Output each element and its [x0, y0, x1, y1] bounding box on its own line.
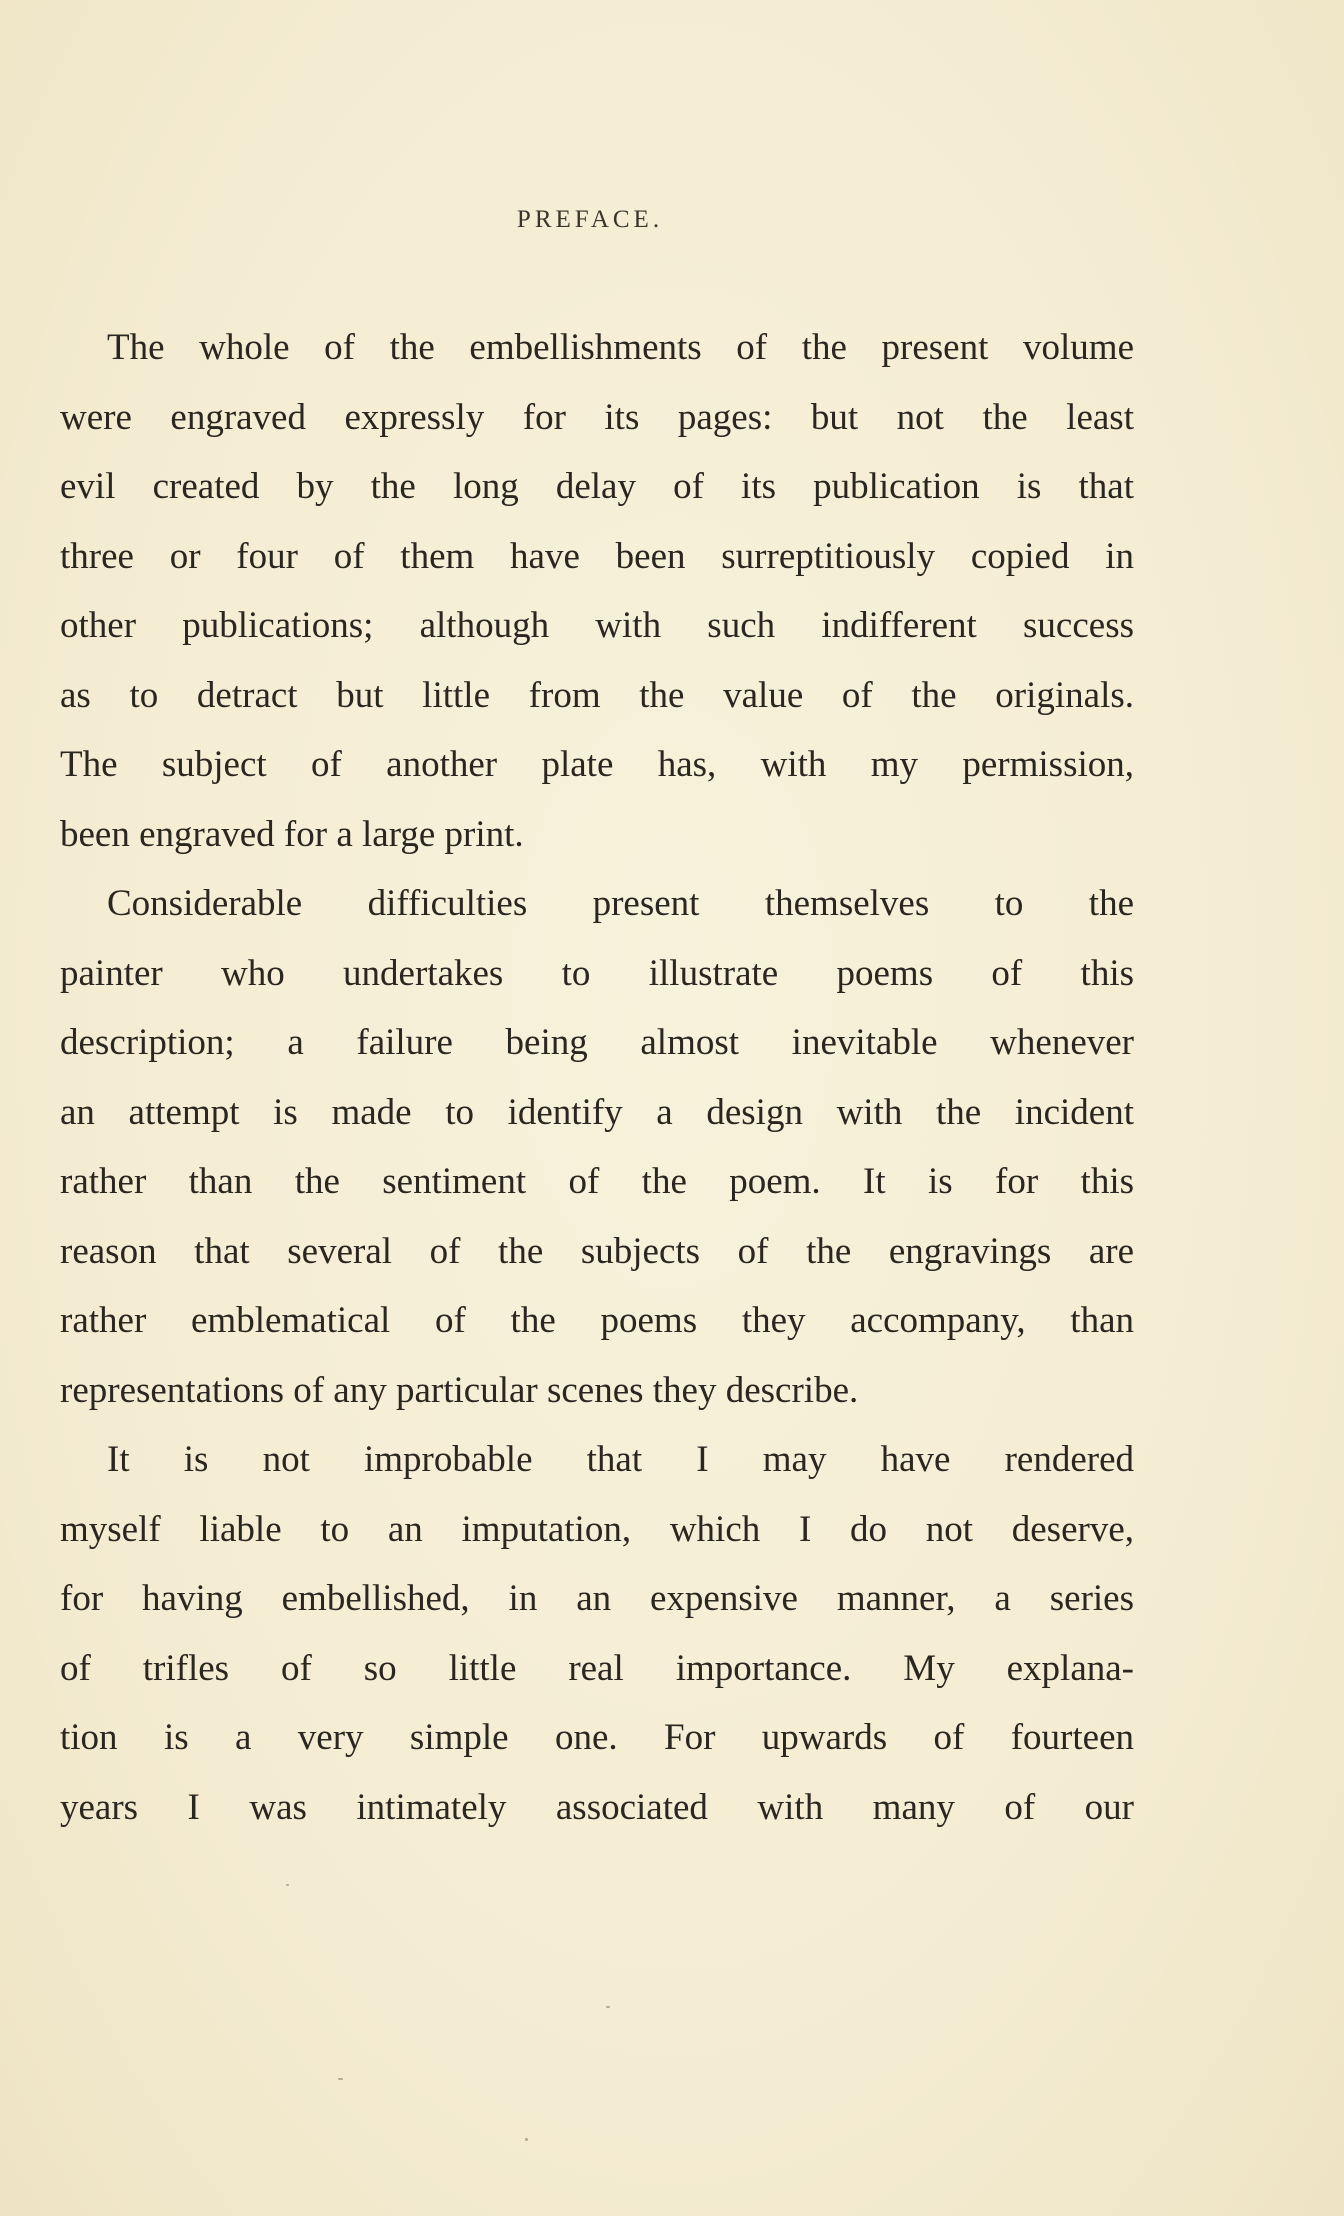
text-line: Considerable difficulties present themselves to the [107, 883, 1134, 924]
page-heading: PREFACE. [516, 206, 664, 233]
text-line: for having embellished, in an expensive manner, a series [60, 1578, 1134, 1619]
text-line: an attempt is made to identify a design with the incident [60, 1091, 1134, 1133]
text-line: The whole of the embellishments of the present volume [107, 327, 1134, 368]
text-line: evil created by the long delay of its publication is that [60, 466, 1134, 507]
text-line: were engraved expressly for its pages: but not the least [60, 396, 1134, 438]
paper-speck [286, 1884, 289, 1886]
paper-speck [338, 2078, 343, 2080]
text-line: It is not improbable that I may have rendered [107, 1439, 1134, 1480]
text-line: myself liable to an imputation, which I do not deserve, [60, 1508, 1134, 1550]
text-line: as to detract but little from the value of the originals. [60, 674, 1134, 716]
text-line: representations of any particular scenes they describe. [60, 1369, 859, 1411]
text-line: rather than the sentiment of the poem. It is for this [60, 1161, 1134, 1202]
text-line: reason that several of the subjects of the engravings are [60, 1230, 1134, 1272]
text-line: tion is a very simple one. For upwards of fourteen [60, 1717, 1134, 1758]
preface-body [60, 313, 1134, 1842]
text-line: The subject of another plate has, with my permission, [60, 744, 1134, 785]
text-line: description; a failure being almost inevitable whenever [60, 1022, 1134, 1063]
text-line: rather emblematical of the poems they accompany, than [60, 1300, 1134, 1341]
text-line: painter who undertakes to illustrate poems of this [60, 952, 1134, 994]
text-line: years I was intimately associated with many of our [60, 1786, 1134, 1828]
text-line: of trifles of so little real importance. My explana- [60, 1647, 1134, 1689]
paper-speck [606, 2006, 610, 2008]
paper-speck [525, 2138, 528, 2141]
text-line: three or four of them have been surreptitiously copied in [60, 535, 1134, 577]
text-line: other publications; although with such indifferent success [60, 605, 1134, 646]
text-line: been engraved for a large print. [60, 813, 524, 855]
